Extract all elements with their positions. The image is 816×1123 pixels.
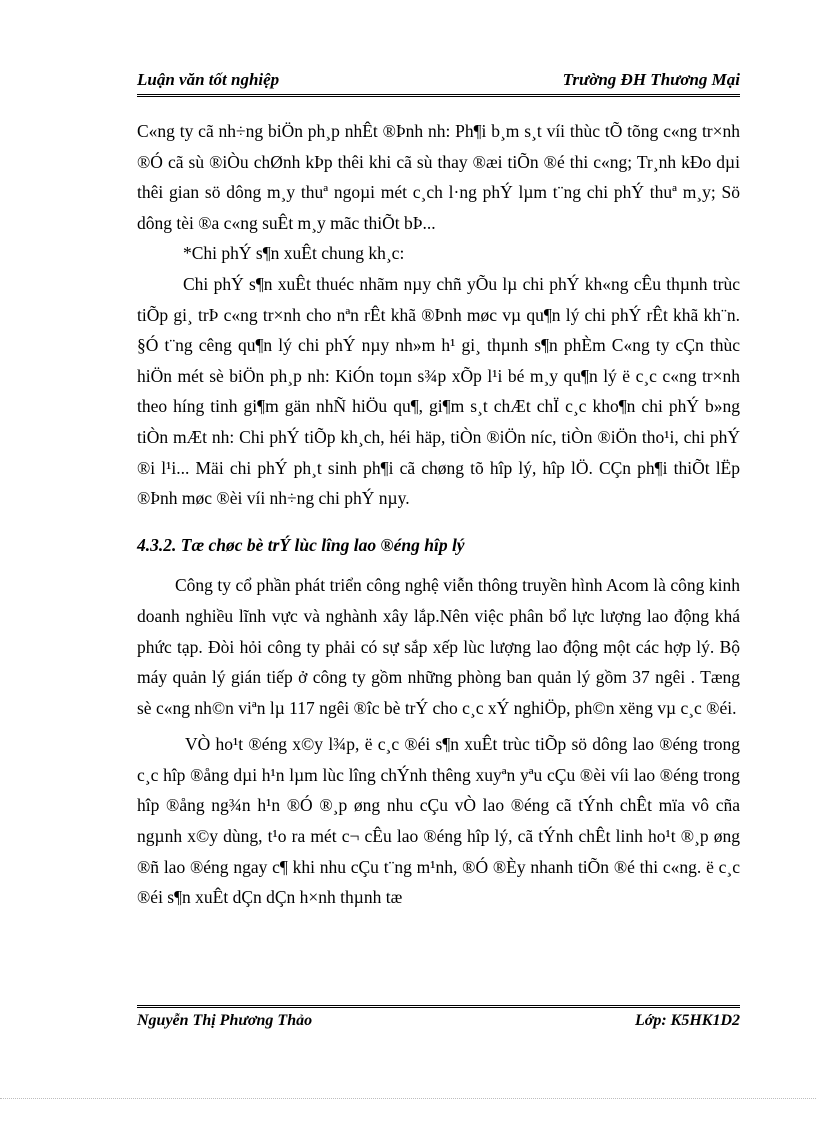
header-thesis-title: Luận văn tốt nghiệp (137, 70, 280, 89)
paragraph-construction-labor: VÒ ho¹t ®éng x©y l¾p, ë c¸c ®éi s¶n xuÊt trùc tiÕp sö dông lao ®éng trong c¸c hîp ®ång dµi h¹n lµm lùc lîng chÝnh thêng xuyªn yªu cÇu ®èi víi lao ®éng trong hîp ®ång ng¾n h¹n ®Ó ®¸p øng nhu cÇu vÒ lao ®éng cã tÝnh chÊt mïa vô cña ngµnh x©y dùng, t¹o ra mét c¬ cÊu lao ®éng hîp lý, cã tÝnh chÊt linh ho¹t ®¸p øng ®ñ lao ®éng ngay c¶ khi nhu cÇu t¨ng m¹nh, ®Ó ®Èy nhanh tiÕn ®é thi c«ng. ë c¸c ®éi s¶n xuÊt dÇn dÇn h×nh thµnh tæ (137, 734, 740, 908)
paragraph-machine-cost: C«ng ty cã nh÷ng biÖn ph¸p nhÊt ®Þnh nh: Ph¶i b¸m s¸t víi thùc tÕ tõng c«ng tr×nh ®Ó cã sù ®iÒu chØnh kÞp thêi khi cã sù thay ®æi tiÕn ®é thi c«ng; Tr¸nh kÐo dµi thêi gian sö dông m¸y thuª ngoµi mét c¸ch l·ng phÝ lµm t¨ng chi phÝ thuª m¸y; Sö dông tèi ®a c«ng suÊt m¸y mãc thiÕt bÞ... (137, 121, 740, 233)
page-footer (137, 1012, 740, 1036)
page-body (137, 116, 740, 913)
footer-author: Nguyễn Thị Phương Thảo (137, 1012, 313, 1029)
header-university: Trường ĐH Thương Mại (562, 70, 740, 89)
page-header (137, 70, 740, 94)
page-bottom-dotted-line (0, 1098, 816, 1099)
paragraph-general-costs: Chi phÝ s¶n xuÊt thuéc nhãm nµy chñ yÕu lµ chi phÝ kh«ng cÊu thµnh trùc tiÕp gi¸ trÞ c«ng tr×nh cho nªn rÊt khã ®Þnh møc vµ qu¶n lý chi phÝ rÊt khã kh¨n. §Ó t¨ng cêng qu¶n lý chi phÝ nµy nh»m h¹ gi¸ thµnh s¶n phÈm C«ng ty cÇn thùc hiÖn mét sè biÖn ph¸p nh: KiÓn toµn s¾p xÕp l¹i bé m¸y qu¶n lý ë c¸c c«ng tr×nh theo híng tinh gi¶m gän nhÑ hiÖu qu¶, gi¶m s¸t chÆt chÏ c¸c kho¶n chi phÝ b»ng tiÒn mÆt nh: Chi phÝ tiÕp kh¸ch, héi häp, tiÒn ®iÖn níc, tiÒn ®iÖn tho¹i, chi phÝ ®i l¹i... Mäi chi phÝ ph¸t sinh ph¶i cã chøng tõ hîp lý, hîp lÖ. CÇn ph¶i thiÕt lËp ®Þnh møc ®èi víi nh÷ng chi phÝ nµy. (137, 273, 740, 509)
paragraph-other-costs-label: *Chi phÝ s¶n xuÊt chung kh¸c: (183, 243, 405, 264)
footer-class: Lớp: K5HK1D2 (634, 1012, 740, 1029)
header-rule (137, 94, 740, 97)
footer-rule (137, 1005, 740, 1008)
paragraph-company-labor: Công ty cổ phần phát triển công nghệ viễn thông truyền hình Acom là công kinh doanh nghiều lĩnh vực và nghành xây lắp.Nên việc phân bổ lực lượng lao động khá phức tạp. Đòi hỏi công ty phải có sự sắp xếp lùc lượng lao động một các hợp lý. Bộ máy quản lý gián tiếp ở công ty gồm những phòng ban quản lý gồm 37 ngêi . Tæng sè c«ng nh©n viªn lµ 117 ngêi ®îc bè trÝ cho c¸c xÝ nghiÖp, ph©n xëng vµ c¸c ®éi. (137, 575, 740, 718)
section-heading-4-3-2: 4.3.2. Tæ chøc bè trÝ lùc lîng lao ®éng hîp lý (137, 534, 465, 555)
